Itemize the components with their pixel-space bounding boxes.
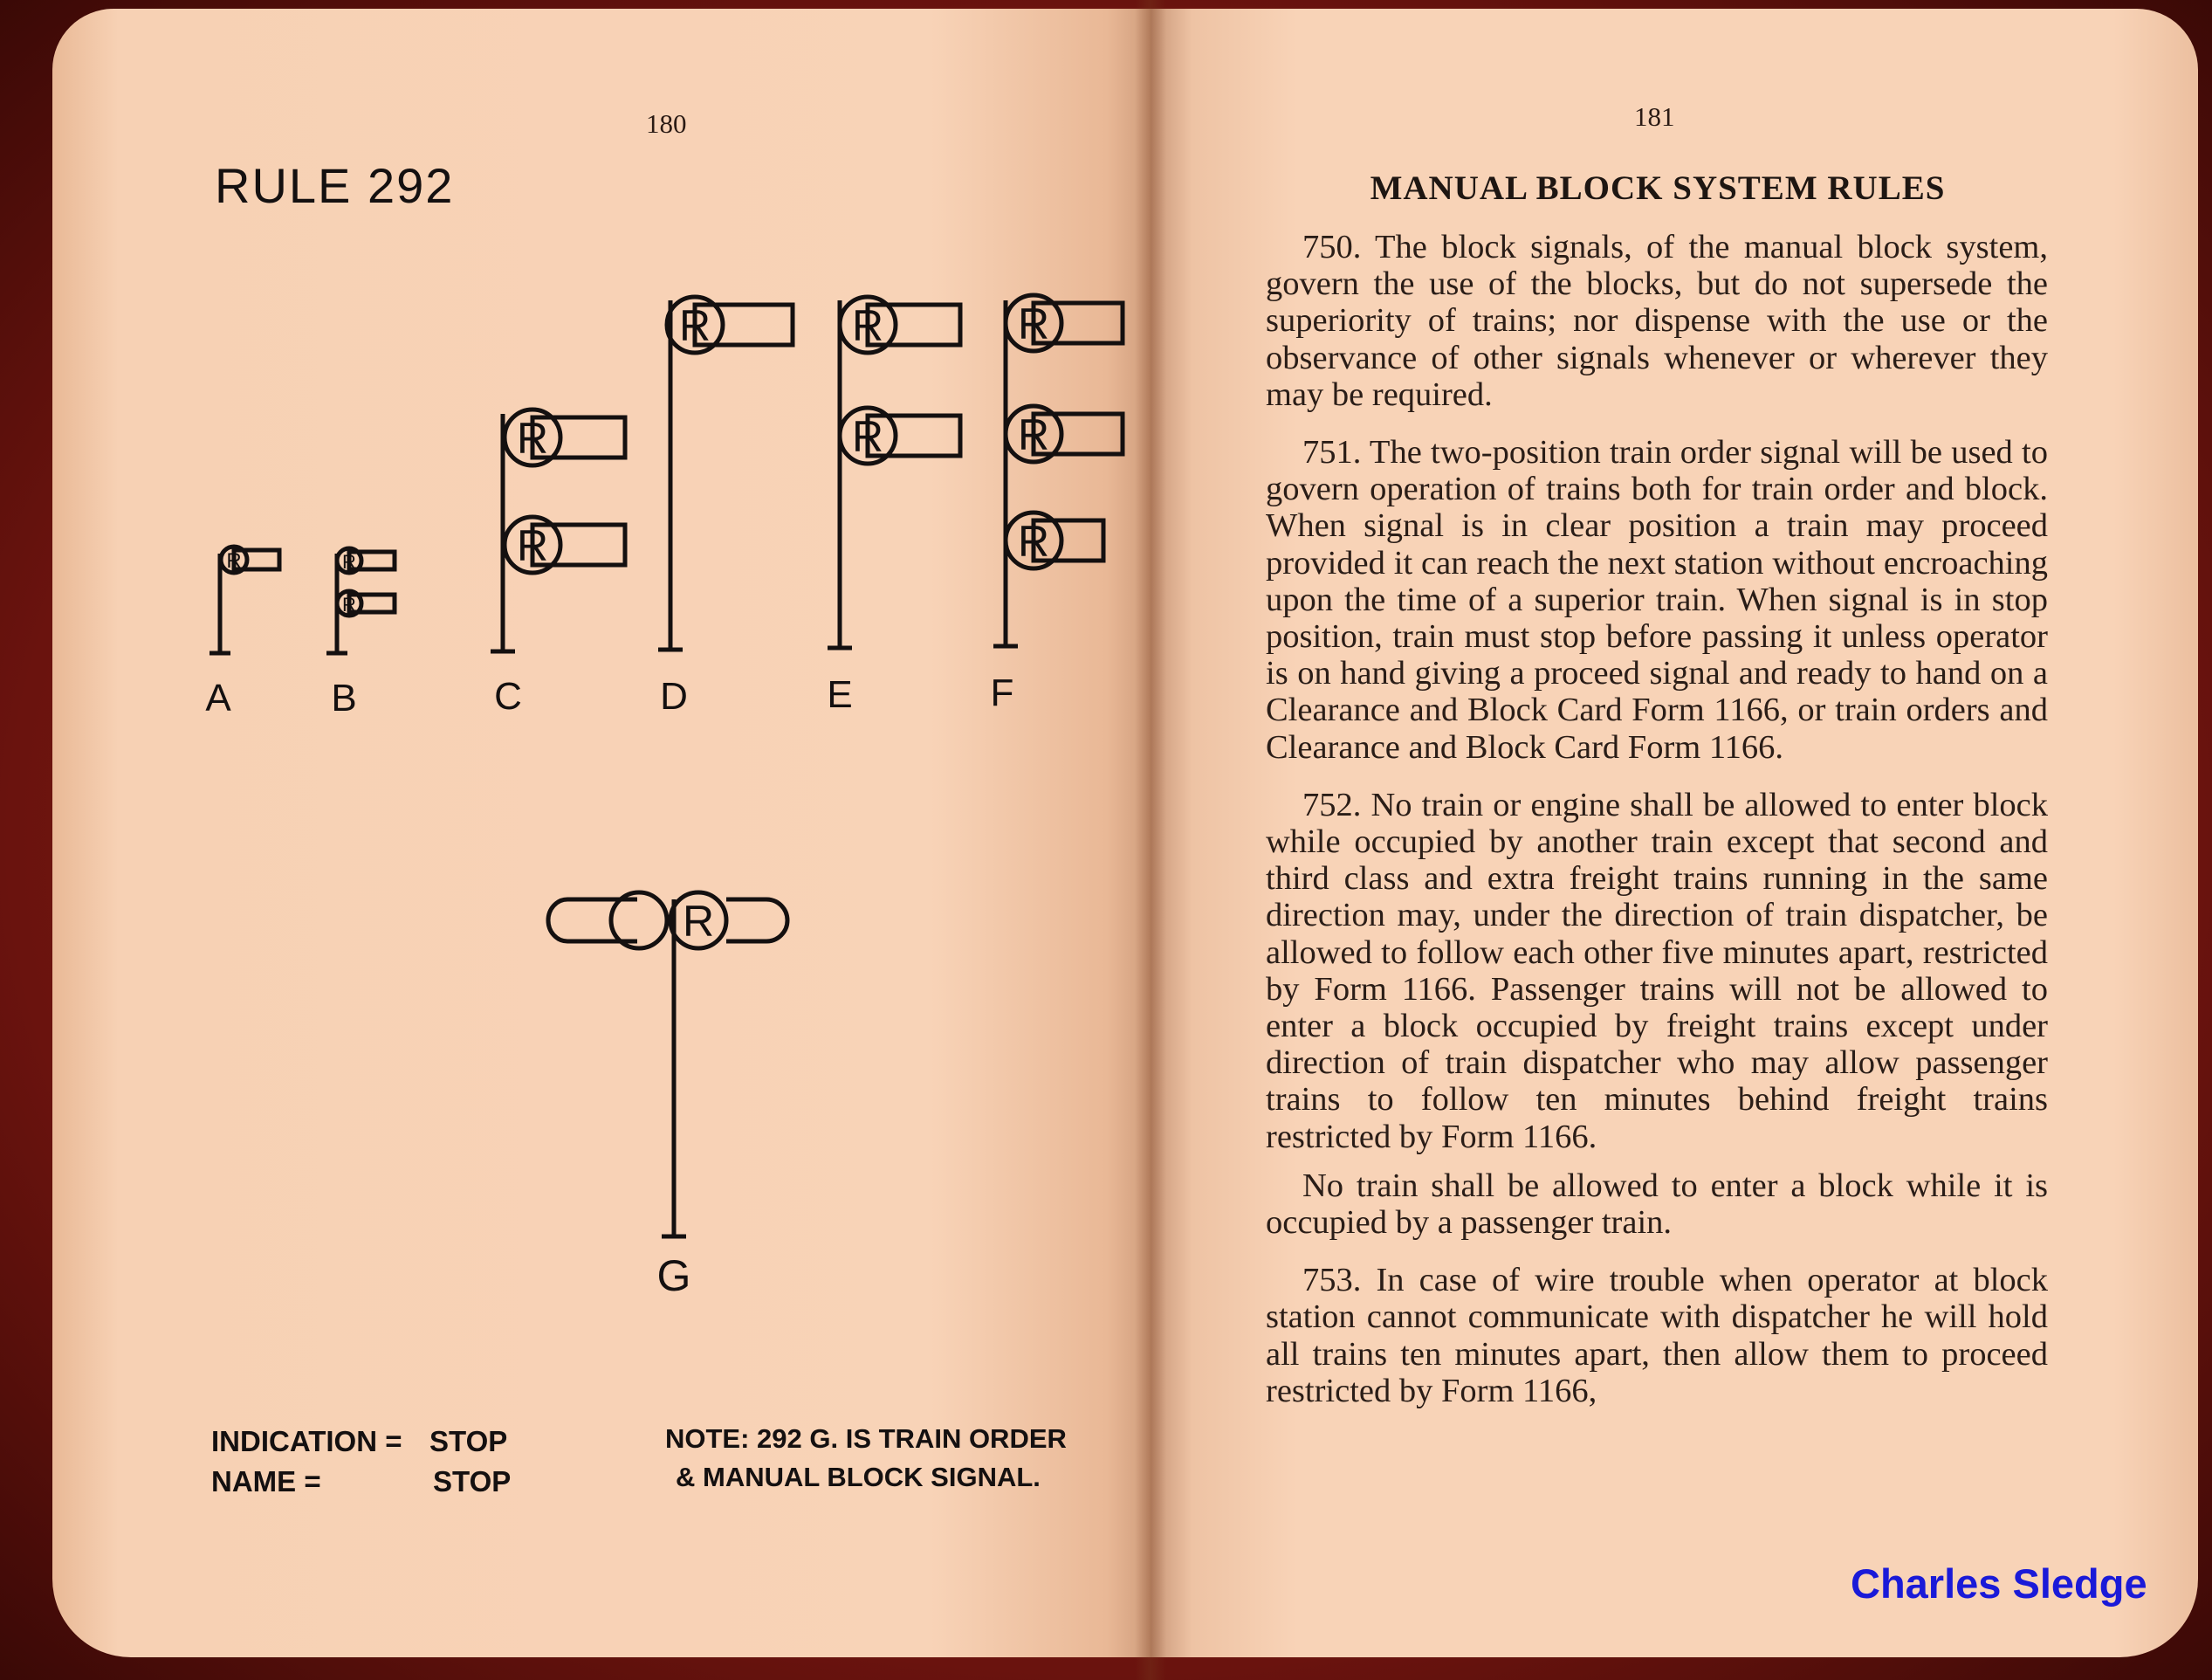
signal-label-a: A <box>205 677 231 720</box>
signal-e-arm-1 <box>840 297 960 353</box>
rule-752: 752. No train or engine shall be allowed to enter block while occupied by another train except that second and third class and extra freight trains running in the same direction may, under the direction of train dispatcher, be allowed to follow each other five minutes apart, restricted by Form 1166. Passenger trains will not be allowed to enter a block occupied by freight trains except under direction of train dispatcher who may allow passenger trains to follow ten minutes behind freight trains restricted by Form 1166. <box>1266 786 2048 1155</box>
section-heading: MANUAL BLOCK SYSTEM RULES <box>1370 169 1946 207</box>
signal-g <box>548 892 787 1300</box>
arm-letter: R <box>516 414 549 463</box>
arm-letter: R <box>342 594 356 616</box>
indication-value: STOP <box>429 1425 508 1457</box>
arm-letter: R <box>342 551 356 573</box>
rule-title: RULE 292 <box>215 158 455 213</box>
signal-c <box>491 410 625 718</box>
signal-label-c: C <box>494 675 522 718</box>
signal-c-arm-1 <box>505 410 625 465</box>
signal-a <box>205 547 279 720</box>
signal-c-arm-2 <box>505 517 625 573</box>
rule-751: 751. The two-position train order signal will be used to govern operation of trains both for train order and block. When signal is in clear position a train may proceed provided it can reach the next station without encroaching upon the time of a superior train. When signal is in stop position, train must stop before passing it unless operator is on hand giving a proceed signal and ready to hand on a Clearance and Block Card Form 1166, or train orders and Clearance and Block Card Form 1166. <box>1266 434 2048 766</box>
signal-g-arm-right <box>670 892 787 948</box>
arm-letter: R <box>1017 300 1050 348</box>
name-value: STOP <box>433 1465 512 1498</box>
arm-letter: R <box>516 521 549 570</box>
watermark-credit: Charles Sledge <box>1851 1560 2147 1607</box>
name-line <box>211 1465 512 1498</box>
signal-label-g: G <box>656 1251 691 1300</box>
signal-e-arm-2 <box>840 408 960 464</box>
signal-f-arm-2 <box>1006 406 1123 462</box>
arm-letter: R <box>682 897 715 946</box>
arm-letter: R <box>851 412 884 461</box>
rule-750: 750. The block signals, of the manual block system, govern the use of the blocks, but do not supersede the superiority of trains; nor dispense with the use or the observance of other signals whenever or wherever they may be required. <box>1266 229 2048 413</box>
signal-b-arm-1 <box>337 548 395 573</box>
signal-b <box>326 548 395 720</box>
signal-label-f: F <box>990 671 1014 714</box>
indication-label: INDICATION = <box>211 1425 402 1457</box>
signal-g-arm-left <box>548 892 667 948</box>
signal-f-arm-1 <box>1006 295 1123 351</box>
signal-d <box>658 297 793 718</box>
signal-f-arm-3 <box>1006 513 1103 568</box>
note-line-1: NOTE: 292 G. IS TRAIN ORDER <box>665 1423 1067 1454</box>
rules-text <box>1266 229 2048 1430</box>
rule-752-addendum: No train shall be allowed to enter a block while it is occupied by a passenger train. <box>1266 1167 2048 1242</box>
signal-d-arm-1 <box>667 297 793 353</box>
signal-e <box>827 297 960 716</box>
name-label: NAME = <box>211 1465 321 1498</box>
arm-letter: R <box>1017 410 1050 459</box>
signal-f <box>991 295 1123 714</box>
indication-line <box>211 1425 508 1458</box>
signal-label-e: E <box>827 673 853 716</box>
arm-letter: R <box>1017 517 1050 566</box>
signal-a-arm-1 <box>221 547 279 573</box>
right-page-number: 181 <box>1634 101 1675 132</box>
signal-b-arm-2 <box>337 591 395 616</box>
left-page-number: 180 <box>646 108 687 139</box>
signal-label-b: B <box>331 677 357 720</box>
note-line-2: & MANUAL BLOCK SIGNAL. <box>676 1462 1041 1492</box>
arm-letter: R <box>226 549 242 573</box>
rule-753: 753. In case of wire trouble when operator at block station cannot communicate with dispatcher he will hold all trains ten minutes apart, then allow them to proceed restricted by Form 1166, <box>1266 1262 2048 1409</box>
arm-letter: R <box>851 301 884 350</box>
arm-letter: R <box>678 301 711 350</box>
signal-label-d: D <box>660 675 688 718</box>
